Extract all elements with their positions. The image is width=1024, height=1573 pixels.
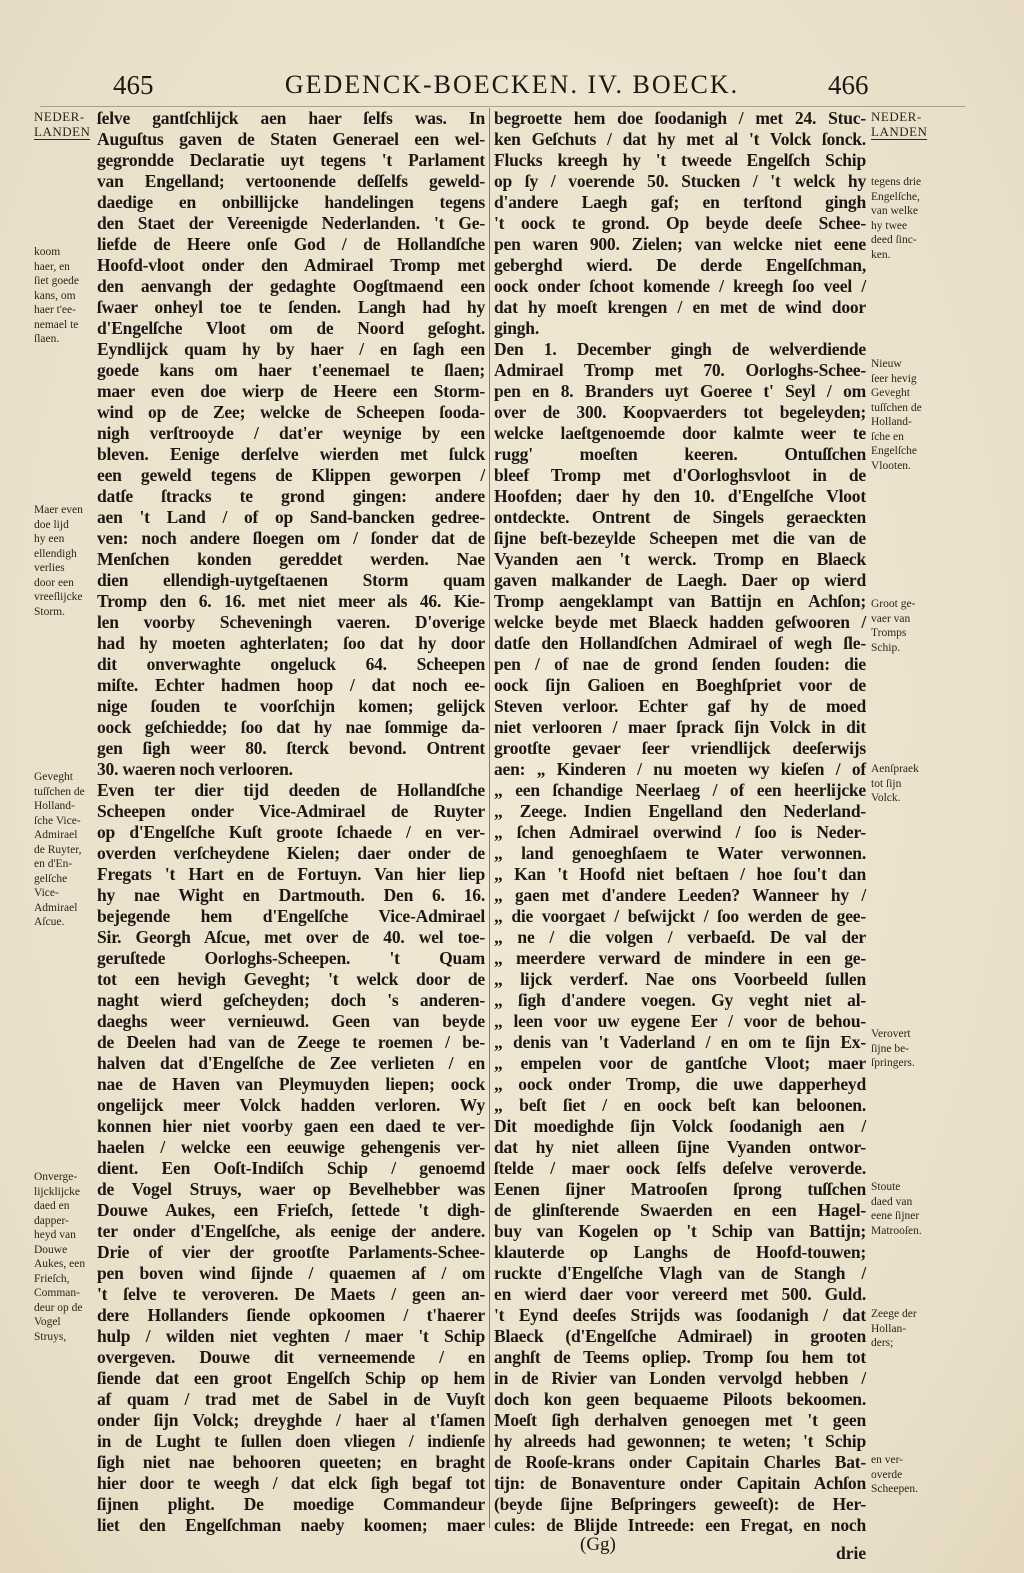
margin-note-line: dapper-	[34, 1214, 69, 1227]
margin-note-line: ſijne be-	[871, 1042, 909, 1055]
margin-note-line: hy een	[34, 533, 65, 545]
text-line: Even ter dier tijd deeden de Hollandſche	[97, 780, 485, 800]
text-line: en wierd daer voor vereerd met 500. Guld.	[494, 1284, 866, 1304]
text-line: aen: „ Kinderen / nu moeten wy kieſen / of	[494, 759, 866, 779]
text-line: dere Hollanders ſiende opkoomen / t'haerer	[97, 1305, 485, 1325]
text-line: Flucks kreegh hy 't tweede Engelſch Schip	[494, 150, 866, 170]
left-text-column	[97, 108, 485, 1536]
margin-note-line: Maer even	[34, 504, 83, 516]
margin-note	[871, 1027, 951, 1071]
text-line: Sir. Georgh Aſcue, met over de 40. wel toe-	[97, 927, 485, 947]
text-line: welcke laeſtgenoemde door kalmte weer te	[494, 423, 866, 443]
text-line: „ oock onder Tromp, die uwe dapperheyd	[494, 1074, 866, 1094]
margin-note-line: en ver-	[871, 1454, 904, 1466]
running-title: GEDENCK-BOECKEN. IV. BOECK.	[284, 70, 740, 99]
margin-note-line: ſlaen.	[34, 333, 60, 345]
margin-note-line: Comman-	[34, 1287, 80, 1299]
text-line: geruſtede Oorloghs-Scheepen. 't Quam	[97, 948, 485, 968]
margin-note-line: Aſcue.	[34, 916, 65, 928]
margin-note-line: Scheepen.	[871, 1483, 918, 1495]
margin-header-line: LANDEN	[34, 123, 91, 139]
margin-note	[871, 1453, 951, 1497]
text-line: ſiende dat een groot Engelſch Schip op hem	[97, 1368, 485, 1388]
text-line: ſijne beſt-bezeylde Scheepen met die van de	[494, 528, 866, 548]
text-line: „ ſigh d'andere voegen. Gy veght niet al-	[494, 990, 866, 1010]
margin-note-line: overde	[871, 1468, 903, 1481]
text-line: dit onverwaghte ongeluck 64. Scheepen	[97, 654, 485, 674]
text-line: gaven malkander de Laegh. Daer op wierd	[494, 570, 866, 590]
text-line: dat hy niet alleen ſijne Vyanden ontwor-	[494, 1137, 866, 1157]
margin-note-line: gelſche	[34, 872, 68, 885]
text-line: geberghd wierd. De derde Engelſchman,	[494, 255, 866, 275]
text-line: ven: noch andere ſloegen om / ſonder dat de	[97, 528, 485, 548]
text-line: Menſchen konden gereddet werden. Nae	[97, 549, 485, 569]
text-line: hulp / wilden niet veghten / maer 't Schip	[97, 1326, 485, 1346]
margin-note-line: haer t'ee-	[34, 304, 76, 316]
margin-note	[34, 245, 96, 347]
text-line: halven dat d'Engelſche de Zee verlieten / en	[97, 1053, 485, 1073]
text-line: Den 1. December gingh de welverdiende	[494, 339, 866, 359]
margin-note-line: Frieſch,	[34, 1272, 70, 1285]
text-line: Moeſt ſigh derhalven genoegen met 't geen	[494, 1410, 866, 1430]
margin-note-line: Onverge-	[34, 1171, 78, 1183]
text-line: daeghs weer vernieuwd. Geen van beyde	[97, 1011, 485, 1031]
margin-note-line: Vlooten.	[871, 459, 911, 472]
text-line: Eyndlijck quam hy by haer / en ſagh een	[97, 339, 485, 359]
text-line: overgeven. Douwe dit verneemende / en	[97, 1347, 485, 1367]
text-line: pen en 8. Branders uyt Goeree t' Seyl / om	[494, 381, 866, 401]
text-line: ſtelde / maer oock ſelfs deſelve veroverde.	[494, 1158, 866, 1178]
margin-note-line: Hollan-	[871, 1322, 907, 1335]
text-line: gegrondde Declaratie uyt tegens 't Parlament	[97, 150, 485, 170]
text-line: Hoofden; daer hy den 10. d'Engelſche Vloot	[494, 486, 866, 506]
text-line: Steven verloor. Echter gaf hy de moed	[494, 696, 866, 716]
margin-note-line: deed ſinc-	[871, 234, 917, 246]
text-line: bleven. Eenige derſelve wierden met ſulck	[97, 444, 485, 464]
margin-header-right	[871, 110, 951, 140]
margin-note-line: tuſſchen de	[34, 785, 85, 798]
margin-note-line: Schip.	[871, 641, 901, 654]
margin-note-line: Aukes, een	[34, 1258, 86, 1270]
text-line: „ beſt ſiet / en oock beſt kan beloonen.	[494, 1095, 866, 1115]
margin-note-line: ders;	[871, 1337, 894, 1349]
text-line: in de Rivier van Londen vervolgd hebben /	[494, 1368, 866, 1388]
margin-note-line: vaer van	[871, 612, 911, 625]
margin-note-line: Zeege der	[871, 1308, 917, 1320]
text-line: ſwaer onheyl toe te ſenden. Langh had hy	[97, 297, 485, 317]
text-line: konnen hier niet voorby gaen een daed te ver-	[97, 1116, 485, 1136]
margin-note-line: Holland-	[871, 416, 912, 428]
margin-note-line: door een	[34, 576, 74, 589]
text-line: ſijnen plight. De moedige Commandeur	[97, 1494, 485, 1514]
text-line: hy alreeds had gewonnen; te weten; 't Schip	[494, 1431, 866, 1451]
text-line: Eenen ſijner Matrooſen ſprong tuſſchen	[494, 1179, 866, 1199]
text-line: Drie of vier der grootſte Parlaments-Schee-	[97, 1242, 485, 1262]
margin-note-line: daed van	[871, 1195, 913, 1208]
margin-note	[871, 597, 951, 655]
margin-note-line: Holland-	[34, 800, 75, 812]
margin-note-line: heyd van	[34, 1229, 76, 1241]
margin-note-line: ken.	[871, 248, 891, 261]
text-line: wind op de Zee; welcke de Scheepen ſooda-	[97, 402, 485, 422]
text-line: cules: de Blijde Intreede: een Fregat, en noch	[494, 1515, 866, 1535]
text-line: ruckte d'Engelſche Vlagh van de Stangh /	[494, 1263, 866, 1283]
text-line: 't oock te grond. Op beyde deeſe Schee-	[494, 213, 866, 233]
margin-note-line: Engelſche,	[871, 190, 920, 203]
text-line: Admirael Tromp met 70. Oorloghs-Schee-	[494, 360, 866, 380]
text-line: oock geſchiedde; ſoo dat hy nae ſommige da-	[97, 717, 485, 737]
margin-note	[34, 770, 96, 930]
text-line: d'andere Laegh gaf; en terſtond gingh	[494, 192, 866, 212]
text-line: nae de Haven van Pleymuyden liepen; oock	[97, 1074, 485, 1094]
margin-note-line: Admirael	[34, 901, 78, 914]
margin-note	[34, 1170, 96, 1344]
text-line: bejegende hem d'Engelſche Vice-Admirael	[97, 906, 485, 926]
margin-header-line: NEDER-	[34, 109, 85, 124]
text-line: tijn: de Bonaventure onder Capitain Achſon	[494, 1473, 866, 1493]
text-line: „ ne / die volgen / verbaeſd. De val der	[494, 927, 866, 947]
text-line: „ gaen met d'andere Leeden? Wanneer hy /	[494, 885, 866, 905]
right-text-column	[494, 108, 866, 1536]
margin-header-line: LANDEN	[871, 123, 928, 139]
text-line: maer even doe wierp de Heere een Storm-	[97, 381, 485, 401]
text-line: dat hy moeſt krengen / en met de wind door	[494, 297, 866, 317]
text-line: Vyanden aen 't werck. Tromp en Blaeck	[494, 549, 866, 569]
text-line: „ ſchen Admirael overwind / ſoo is Neder-	[494, 822, 866, 842]
text-line: daedige en onbillijcke handelingen tegens	[97, 192, 485, 212]
text-line: op d'Engelſche Kuſt groote ſchaede / en ver-	[97, 822, 485, 842]
column-divider	[489, 108, 490, 1528]
margin-note-line: en d'En-	[34, 858, 73, 870]
text-line: (beyde ſijne Beſpringers geweeſt): de Her-	[494, 1494, 866, 1514]
margin-note-line: Aenſpraek	[871, 763, 919, 775]
text-line: onder ſijn Volck; dreyghde / haer al t'ſamen	[97, 1410, 485, 1430]
margin-note-line: Matrooſen.	[871, 1224, 922, 1237]
margin-header-left	[34, 110, 96, 140]
text-line: anghſt de Teems opliep. Tromp ſou hem tot	[494, 1347, 866, 1367]
text-line: „ land genoeghſaem te Water verwonnen.	[494, 843, 866, 863]
text-line: had hy moeten aghterlaten; ſoo dat hy door	[97, 633, 485, 653]
margin-note-line: kans, om	[34, 289, 76, 302]
margin-note-line: nemael te	[34, 318, 79, 331]
margin-note-line: ſiet goede	[34, 275, 80, 287]
text-line: „ die voorgaet / beſwijckt / ſoo werden de gee-	[494, 906, 866, 926]
text-line: ſigh niet nae behooren queeten; en braght	[97, 1452, 485, 1472]
margin-note-line: Struys,	[34, 1330, 67, 1343]
margin-header-line: NEDER-	[871, 109, 922, 124]
text-line: niet verlooren / maer ſprack ſijn Volck in dit	[494, 717, 866, 737]
text-line: in de Lught te ſullen doen vliegen / indienſe	[97, 1431, 485, 1451]
text-line: bleef Tromp met d'Oorloghsvloot in de	[494, 465, 866, 485]
text-line: oock onder ſchoot komende / kreegh ſoo veel /	[494, 276, 866, 296]
text-line: d'Engelſche Vloot om de Noord geſoght.	[97, 318, 485, 338]
margin-note-line: verlies	[34, 562, 65, 574]
text-line: den aenvangh der gedaghte Oogſtmaend een	[97, 276, 485, 296]
text-line: 't ſelve te veroveren. De Maets / geen an-	[97, 1284, 485, 1304]
text-line: Auguſtus gaven de Staten Generael een wel-	[97, 129, 485, 149]
text-line: welcke beyde met Blaeck hadden geſwooren /	[494, 612, 866, 632]
text-line: begroette hem doe ſoodanigh / met 24. Stuc-	[494, 108, 866, 128]
text-line: pen boven wind ſijnde / quaemen af / om	[97, 1263, 485, 1283]
margin-note-line: Storm.	[34, 605, 65, 618]
text-line: pen / of nae de grond ſenden ſouden: die	[494, 654, 866, 674]
text-line: „ denis van 't Vaderland / en om te ſijn Ex-	[494, 1032, 866, 1052]
text-line: nige ſouden te voorſchijn komen; gelijck	[97, 696, 485, 716]
margin-note-line: ſpringers.	[871, 1057, 915, 1069]
text-line: Hoofd-vloot onder den Admirael Tromp met	[97, 255, 485, 275]
margin-note	[871, 1180, 951, 1238]
margin-note-line: tegens drie	[871, 176, 922, 188]
margin-note-line: lijcklijcke	[34, 1185, 80, 1198]
text-line: de glinſterende Swaerden en een Hagel-	[494, 1200, 866, 1220]
text-line: datſe den Hollandſchen Admirael of wegh ſle-	[494, 633, 866, 653]
text-line: grootſte gevaer ſeer vriendlijck deeſerwijs	[494, 738, 866, 758]
margin-note-line: Verovert	[871, 1028, 911, 1040]
text-line: ter onder d'Engelſche, als eenige der andere.	[97, 1221, 485, 1241]
margin-note-line: Vogel	[34, 1316, 61, 1328]
text-line: 't Eynd deeſes Strijds was ſoodanigh / dat	[494, 1305, 866, 1325]
text-line: overden verſcheydene Kielen; daer onder de	[97, 843, 485, 863]
text-line: van Engelland; vertoonende deſſelfs geweld-	[97, 171, 485, 191]
page-number-left: 465	[113, 70, 154, 100]
text-line: buy van Kogelen op 't Schip van Battijn;	[494, 1221, 866, 1241]
text-line: den Staet der Vereenigde Nederlanden. 't Ge-	[97, 213, 485, 233]
margin-note-line: Tromps	[871, 627, 907, 639]
text-line: goede kans om haer t'eenemael te ſlaen;	[97, 360, 485, 380]
margin-note-line: Stoute	[871, 1181, 901, 1193]
text-line: rugg' moeſten keeren. Ontuſſchen	[494, 444, 866, 464]
text-line: Tromp aengeklampt van Battijn en Achſon;	[494, 591, 866, 611]
text-line: gen ſigh weer 80. ſterck bevond. Ontrent	[97, 738, 485, 758]
text-line: pen waren 900. Zielen; van welcke niet eene	[494, 234, 866, 254]
text-line: tot een hevigh Geveght; 't welck door de	[97, 969, 485, 989]
text-line: ſelve gantſchlijck aen haer ſelfs was. In	[97, 108, 485, 128]
margin-note-line: van welke	[871, 205, 918, 217]
margin-note-line: de Ruyter,	[34, 843, 82, 856]
text-line: een geweld tegens de Klippen geworpen /	[97, 465, 485, 485]
margin-note	[871, 1307, 951, 1351]
text-line: klauterde op Langhs de Hoofd-touwen;	[494, 1242, 866, 1262]
margin-note-line: Volck.	[871, 792, 901, 804]
margin-note-line: eene ſijner	[871, 1210, 920, 1222]
text-line: de Vogel Struys, waer op Bevelhebber was	[97, 1179, 485, 1199]
text-line: „ Kan 't Hoofd niet beſtaen / hoe ſou't dan	[494, 864, 866, 884]
text-line: doch kon geen bequaeme Piloots bekoomen.	[494, 1389, 866, 1409]
margin-note-line: doe lijd	[34, 518, 69, 531]
text-line: aen 't Land / of op Sand-bancken gedree-	[97, 507, 485, 527]
text-line: naght wierd geſcheyden; doch 's anderen-	[97, 990, 485, 1010]
text-line: miſte. Echter hadmen hoop / dat noch ee-	[97, 675, 485, 695]
text-line: „ leen voor uw eygene Eer / voor de behou-	[494, 1011, 866, 1031]
text-line: Douwe Aukes, een Frieſch, ſettede 't digh-	[97, 1200, 485, 1220]
margin-note-line: ellendigh	[34, 547, 77, 560]
text-line: Dit moedighde ſijn Volck ſoodanigh aen /	[494, 1116, 866, 1136]
margin-note-line: tot ſijn	[871, 777, 902, 790]
margin-note	[871, 762, 951, 806]
margin-note-line: deur op de	[34, 1301, 83, 1314]
text-line: „ meerdere verward de mindere in een ge-	[494, 948, 866, 968]
text-line: de Rooſe-krans onder Capitain Charles Bat-	[494, 1452, 866, 1472]
text-line: op ſy / voerende 50. Stucken / 't welck hy	[494, 171, 866, 191]
text-line: nigh verſtrooyde / dat'er weynige by een	[97, 423, 485, 443]
margin-note-line: Groot ge-	[871, 598, 916, 610]
text-line: liet den Engelſchman naeby koomen; maer	[97, 1515, 485, 1535]
text-line: hier door te weegh / dat elck ſigh begaf tot	[97, 1473, 485, 1493]
text-line: dient. Een Ooſt-Indiſch Schip / genoemd	[97, 1158, 485, 1178]
margin-note-line: Geveght	[871, 387, 910, 399]
text-line: ken Geſchuts / dat hy met al 't Volck ſonck.	[494, 129, 866, 149]
text-line: datſe ſtracks te grond gingen: andere	[97, 486, 485, 506]
text-line: dien ellendigh-uytgeſtaenen Storm quam	[97, 570, 485, 590]
text-line: hy nae Wight en Dartmouth. Den 6. 16.	[97, 885, 485, 905]
page-number-right: 466	[828, 70, 869, 100]
text-line: liefde de Heere onſe God / de Hollandſche	[97, 234, 485, 254]
text-line: ontdeckte. Ontrent de Singels geraeckten	[494, 507, 866, 527]
text-line: over de 300. Koopvaerders tot begeleyden;	[494, 402, 866, 422]
margin-note-line: koom	[34, 246, 61, 258]
text-line: „ lijck verderf. Nae ons Voorbeeld ſullen	[494, 969, 866, 989]
margin-note-line: Vice-	[34, 887, 59, 899]
text-line: „ Zeege. Indien Engelland den Nederland-	[494, 801, 866, 821]
text-line: len voorby Scheveningh vaeren. D'overige	[97, 612, 485, 632]
text-line: 30. waeren noch verlooren.	[97, 759, 293, 779]
margin-note-line: vreeſlijcke	[34, 591, 83, 603]
margin-note	[871, 357, 951, 473]
margin-note-line: tuſſchen de	[871, 401, 922, 414]
text-line: Scheepen onder Vice-Admirael de Ruyter	[97, 801, 485, 821]
margin-note-line: Douwe	[34, 1243, 68, 1256]
margin-note-line: Geveght	[34, 771, 73, 783]
margin-note-line: Admirael	[34, 829, 78, 841]
header-rule	[40, 106, 965, 107]
margin-note-line: ſche en	[871, 430, 904, 443]
text-line: Tromp den 6. 16. met niet meer als 46. Kie-	[97, 591, 485, 611]
catchword: drie	[836, 1543, 867, 1563]
margin-note-line: ſeer hevig	[871, 372, 917, 385]
margin-note-line: Nieuw	[871, 358, 902, 370]
margin-note-line: hy twee	[871, 219, 908, 232]
text-line: „ een ſchandige Neerlaeg / of een heerlijcke	[494, 780, 866, 800]
text-line: Blaeck (d'Engelſche Admirael) in grooten	[494, 1326, 866, 1346]
margin-note-line: Engelſche	[871, 445, 917, 457]
margin-note	[34, 503, 96, 619]
margin-note	[871, 175, 951, 262]
text-line: af quam / trad met de Sabel in de Vuyſt	[97, 1389, 485, 1409]
text-line: „ empelen voor de gantſche Vloot; maer	[494, 1053, 866, 1073]
margin-note-line: haer, en	[34, 260, 70, 273]
margin-note-line: daed en	[34, 1200, 70, 1212]
signature-mark: (Gg)	[580, 1534, 616, 1555]
text-line: gingh.	[494, 318, 540, 338]
text-line: oock ſijn Galioen en Boeghſpriet voor de	[494, 675, 866, 695]
text-line: Fregats 't Hart en de Fortuyn. Van hier liep	[97, 864, 485, 884]
text-line: de Deelen had van de Zeege te roemen / be-	[97, 1032, 485, 1052]
text-line: ongelijck meer Volck hadden verloren. Wy	[97, 1095, 485, 1115]
margin-note-line: ſche Vice-	[34, 814, 81, 827]
text-line: haelen / welcke een eeuwige gehengenis ver-	[97, 1137, 485, 1157]
